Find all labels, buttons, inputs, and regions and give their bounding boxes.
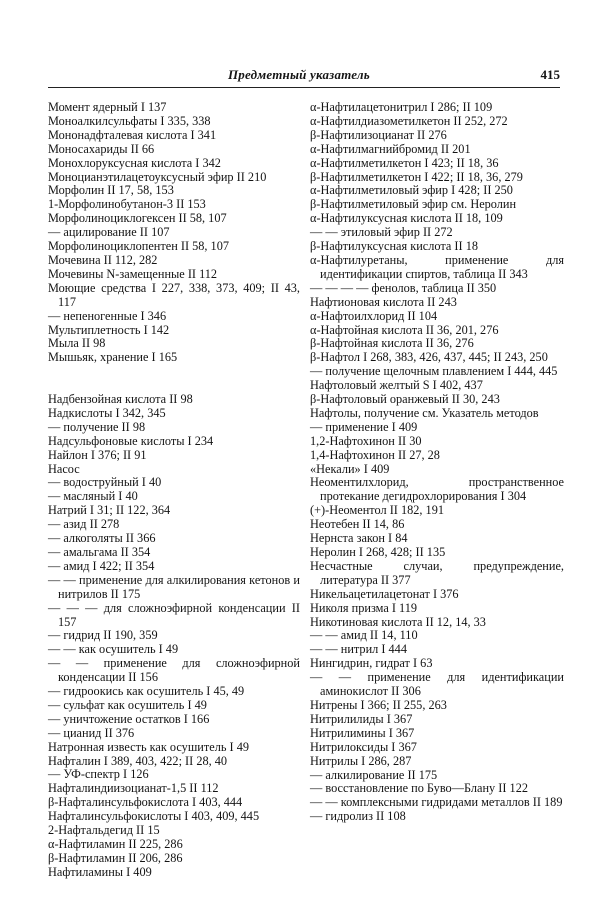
index-entry: — амальгама II 354 <box>48 544 151 559</box>
index-entry: Нафтиламины I 409 <box>48 864 152 879</box>
index-entry: Моющие средства I 227, 338, 373, 409; II 43, 117 <box>48 280 300 309</box>
index-entry: α-Нафтилдиазометилкетон II 252, 272 <box>310 113 508 128</box>
index-entry: (+)-Неоментол II 182, 191 <box>310 503 445 518</box>
index-entry: Неролин I 268, 428; II 135 <box>310 545 446 559</box>
index-entry: Монохлоруксусная кислота I 342 <box>48 155 221 170</box>
index-entry: α-Нафтилуксусная кислота II 18, 109 <box>310 211 503 226</box>
index-entry: Мононадфталевая кислота I 341 <box>48 127 217 142</box>
index-entry: 1,4-Нафтохинон II 27, 28 <box>310 447 440 462</box>
index-entry: Нингидрин, гидрат I 63 <box>310 656 433 671</box>
index-entry: Мышьяк, хранение I 165 <box>48 350 178 365</box>
section-gap <box>48 379 300 393</box>
index-entry: Николя призма I 119 <box>310 600 418 615</box>
index-entry: «Некали» I 409 <box>310 461 390 476</box>
index-entry: β-Нафтилметиловый эфир см. Неролин <box>310 197 517 212</box>
index-entry: Нернста закон I 84 <box>310 531 408 546</box>
index-entry: Морфолиноциклогексен II 58, 107 <box>48 211 227 226</box>
section-gap <box>48 365 300 379</box>
index-entry: Нитрилы I 286, 287 <box>310 753 412 768</box>
index-entry: — применение I 409 <box>310 419 418 434</box>
index-entry: Несчастные случаи, предупреждение, литература II 377 <box>310 558 564 587</box>
index-column-left <box>48 101 300 880</box>
index-entry: — — применение для идентификации аминокислот II 306 <box>310 670 564 699</box>
index-entry: — водоструйный I 40 <box>48 475 162 490</box>
index-entry: Надкислоты I 342, 345 <box>48 405 166 420</box>
index-entry: β-Нафтоловый оранжевый II 30, 243 <box>310 392 500 407</box>
index-entry: Надбензойная кислота II 98 <box>48 392 193 406</box>
index-entry: β-Нафтойная кислота II 36, 276 <box>310 336 474 351</box>
index-entry: — масляный I 40 <box>48 489 138 504</box>
index-entry: — — применение для алкилирования кетонов и нитрилов II 175 <box>48 572 300 601</box>
index-entry: Мыла II 98 <box>48 336 106 351</box>
index-entry: — — комплексными гидридами металлов II 189 <box>310 795 563 810</box>
index-entry: α-Нафтойная кислота II 36, 201, 276 <box>310 322 499 337</box>
index-entry: Надсульфоновые кислоты I 234 <box>48 433 214 448</box>
index-entry: — — применение для сложноэфирной конденсации II 156 <box>48 656 300 685</box>
index-entry: β-Нафтилуксусная кислота II 18 <box>310 239 478 254</box>
index-entry: Нитрены I 366; II 255, 263 <box>310 697 447 712</box>
index-entry: β-Нафтол I 268, 383, 426, 437, 445; II 243, 250 <box>310 350 548 365</box>
index-entry: Нафтолы, получение см. Указатель методов <box>310 405 539 420</box>
index-entry: Нафталинсульфокислоты I 403, 409, 445 <box>48 809 260 824</box>
index-entry: Мочевина II 112, 282 <box>48 252 158 267</box>
index-entry: — получение II 98 <box>48 419 146 434</box>
index-entry: Нитрилоксиды I 367 <box>310 739 417 754</box>
index-entry: — непеногенные I 346 <box>48 308 167 323</box>
index-entry: — — этиловый эфир II 272 <box>310 225 453 240</box>
header-rule <box>48 87 560 88</box>
index-entry: — — амид II 14, 110 <box>310 628 418 643</box>
index-entry: Момент ядерный I 137 <box>48 100 167 114</box>
index-entry: α-Нафтиламин II 225, 286 <box>48 837 183 851</box>
index-entry: Неоментилхлорид, пространственное протекание дегидрохлорирования I 304 <box>310 475 564 504</box>
index-entry: Морфолиноциклопентен II 58, 107 <box>48 239 230 254</box>
index-entry: — гидроокись как осушитель I 45, 49 <box>48 684 245 699</box>
index-entry: — алкоголяты II 366 <box>48 531 156 546</box>
running-header-title: Предметный указатель <box>228 67 370 82</box>
index-entry: Морфолин II 17, 58, 153 <box>48 183 174 198</box>
running-header <box>48 62 560 88</box>
index-entry: — алкилирование II 175 <box>310 767 438 782</box>
index-entry: — уничтожение остатков I 166 <box>48 711 210 726</box>
index-entry: Натрий I 31; II 122, 364 <box>48 503 171 518</box>
index-entry: Нитрилилиды I 367 <box>310 711 413 726</box>
page-number: 415 <box>540 67 560 82</box>
index-entry: — ацилирование II 107 <box>48 225 170 240</box>
index-entry: β-Нафталинсульфокислота I 403, 444 <box>48 795 243 810</box>
index-entry: — гидролиз II 108 <box>310 809 406 824</box>
index-entry: α-Нафтоилхлорид II 104 <box>310 308 438 323</box>
index-entry: Найлон I 376; II 91 <box>48 447 147 462</box>
index-entry: Никотиновая кислота II 12, 14, 33 <box>310 614 486 629</box>
index-entry: Нитрилимины I 367 <box>310 725 415 740</box>
index-entry: β-Нафтиламин II 206, 286 <box>48 850 183 865</box>
index-entry: 1-Морфолинобутанон-3 II 153 <box>48 197 206 212</box>
index-entry: Моноцианэтилацетоуксусный эфир II 210 <box>48 169 267 184</box>
index-entry: 1,2-Нафтохинон II 30 <box>310 433 422 448</box>
index-entry: β-Нафтилметилкетон I 422; II 18, 36, 279 <box>310 169 523 184</box>
index-entry: β-Нафтилизоцианат II 276 <box>310 127 447 142</box>
index-entry: — — — — фенолов, таблица II 350 <box>310 280 497 295</box>
index-entry: Натронная известь как осушитель I 49 <box>48 739 250 754</box>
index-entry: — — — для сложноэфирной конденсации II 157 <box>48 600 300 629</box>
index-entry: — — как осушитель I 49 <box>48 642 179 657</box>
index-entry: — амид I 422; II 354 <box>48 558 155 573</box>
index-entry: α-Нафтилметиловый эфир I 428; II 250 <box>310 183 513 198</box>
index-entry: α-Нафтилметилкетон I 423; II 18, 36 <box>310 155 499 170</box>
index-entry: 2-Нафтальдегид II 15 <box>48 823 160 838</box>
index-entry: α-Нафтилмагнийбромид II 201 <box>310 141 471 156</box>
index-entry: Насос <box>48 461 80 476</box>
index-entry: Моносахариды II 66 <box>48 141 155 156</box>
index-entry: Мультиплетность I 142 <box>48 322 170 337</box>
index-entry: — получение щелочным плавлением I 444, 445 <box>310 364 558 379</box>
index-entry: Мочевины N-замещенные II 112 <box>48 266 218 281</box>
index-entry: — УФ-спектр I 126 <box>48 767 149 782</box>
index-entry: α-Нафтилацетонитрил I 286; II 109 <box>310 100 493 114</box>
index-entry: — гидрид II 190, 359 <box>48 628 158 643</box>
index-entry: — сульфат как осушитель I 49 <box>48 697 207 712</box>
index-entry: — цианид II 376 <box>48 725 135 740</box>
index-entry: α-Нафтилуретаны, применение для идентификации спиртов, таблица II 343 <box>310 252 564 281</box>
index-column-right <box>310 101 564 824</box>
index-entry: — восстановление по Буво—Блану II 122 <box>310 781 528 796</box>
index-entry: Нафталин I 389, 403, 422; II 28, 40 <box>48 753 228 768</box>
index-entry: — азид II 278 <box>48 517 120 532</box>
index-entry: — — нитрил I 444 <box>310 642 407 657</box>
index-entry: Нафтионовая кислота II 243 <box>310 294 457 309</box>
index-entry: Неотебен II 14, 86 <box>310 517 405 532</box>
index-entry: Моноалкилсульфаты I 335, 338 <box>48 113 211 128</box>
index-entry: Нафталиндиизоцианат-1,5 II 112 <box>48 781 219 796</box>
index-entry: Никельацетилацетонат I 376 <box>310 586 459 601</box>
index-entry: Нафтоловый желтый S I 402, 437 <box>310 378 483 393</box>
